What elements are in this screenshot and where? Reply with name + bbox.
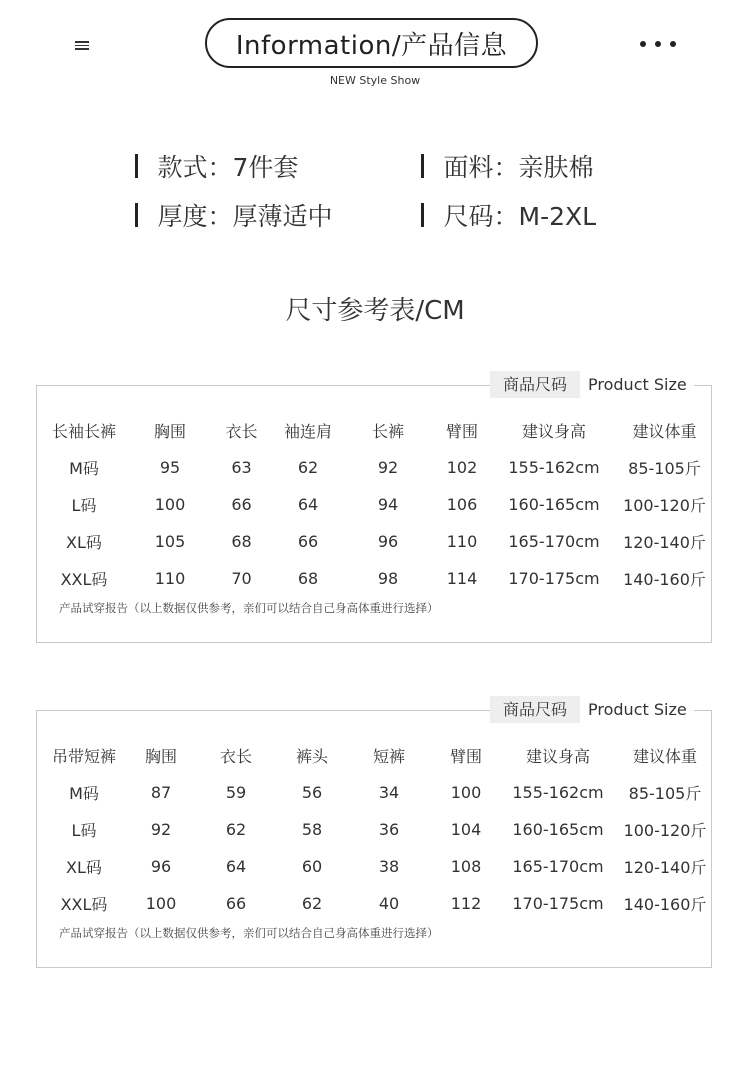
table-cell: 92 bbox=[377, 458, 399, 477]
table-cell: 120-140斤 bbox=[623, 858, 707, 877]
table-cell: 160-165cm bbox=[512, 820, 604, 839]
table-cell: 40 bbox=[378, 894, 400, 913]
spec-fabric bbox=[421, 148, 594, 184]
table-cell: 102 bbox=[446, 458, 478, 477]
table-cell: 104 bbox=[450, 820, 482, 839]
divider-bar bbox=[135, 203, 138, 227]
table-cell: 108 bbox=[450, 857, 482, 876]
section-title: 尺寸参考表/CM bbox=[285, 296, 465, 326]
table-cell: 58 bbox=[301, 820, 323, 839]
table-cell: 36 bbox=[378, 820, 400, 839]
table-cell: 140-160斤 bbox=[623, 895, 707, 914]
table-cell: 38 bbox=[378, 857, 400, 876]
size-table-long bbox=[36, 375, 712, 643]
table-cell: 155-162cm bbox=[508, 458, 600, 477]
more-icon[interactable] bbox=[640, 41, 676, 49]
divider-bar bbox=[135, 154, 138, 178]
spec-style bbox=[135, 148, 298, 184]
table-header-row bbox=[37, 412, 711, 449]
table-cell: 100 bbox=[450, 783, 482, 802]
table-cell: 92 bbox=[150, 820, 172, 839]
table-cell: 60 bbox=[301, 857, 323, 876]
table-cell: 95 bbox=[159, 458, 181, 477]
table-cell: L码 bbox=[71, 821, 97, 840]
table-row bbox=[37, 486, 711, 523]
spec-fabric-label: 面料：亲肤棉 bbox=[443, 153, 594, 182]
table-cell: 100 bbox=[154, 495, 186, 514]
table-cell: 170-175cm bbox=[508, 569, 600, 588]
size-table-short bbox=[36, 700, 712, 968]
table-row bbox=[37, 523, 711, 560]
table-header-row bbox=[37, 737, 711, 774]
column-header: 臂围 bbox=[449, 747, 482, 766]
table-cell: 98 bbox=[377, 569, 399, 588]
table-cell: L码 bbox=[71, 496, 97, 515]
table-cell: 59 bbox=[225, 783, 247, 802]
table-cell: 110 bbox=[154, 569, 186, 588]
column-header: 袖连肩 bbox=[283, 422, 332, 441]
column-header: 建议身高 bbox=[521, 422, 586, 441]
table-cell: 120-140斤 bbox=[623, 533, 706, 552]
table-cell: XXL码 bbox=[60, 895, 108, 914]
tag-cn: 商品尺码 bbox=[490, 371, 580, 398]
table-cell: 165-170cm bbox=[512, 857, 604, 876]
title-pill bbox=[205, 18, 538, 68]
column-header: 衣长 bbox=[225, 422, 258, 441]
table-cell: 68 bbox=[231, 532, 252, 551]
spec-style-label: 款式：7件套 bbox=[157, 153, 299, 182]
column-header: 衣长 bbox=[219, 747, 252, 766]
fit-note: 产品试穿报告（以上数据仅供参考，亲们可以结合自己身高体重进行选择） bbox=[59, 926, 439, 940]
column-header: 建议体重 bbox=[632, 422, 697, 441]
table-cell: 94 bbox=[377, 495, 399, 514]
table-row bbox=[37, 848, 711, 885]
spec-thickness-label: 厚度：厚薄适中 bbox=[157, 202, 333, 231]
column-header: 臂围 bbox=[445, 422, 478, 441]
column-header: 建议身高 bbox=[525, 747, 590, 766]
table-cell: 155-162cm bbox=[512, 783, 604, 802]
tag-cn: 商品尺码 bbox=[490, 696, 580, 723]
table-cell: 110 bbox=[446, 532, 478, 551]
table-cell: M码 bbox=[69, 784, 99, 803]
page-title: Information/产品信息 bbox=[235, 30, 508, 61]
table-cell: 165-170cm bbox=[508, 532, 600, 551]
column-header: 长袖长裤 bbox=[51, 422, 116, 441]
column-header: 胸围 bbox=[153, 422, 186, 441]
table-cell: XL码 bbox=[66, 858, 102, 877]
size-table bbox=[37, 412, 711, 597]
table-cell: 100-120斤 bbox=[623, 496, 706, 515]
table-row bbox=[37, 449, 711, 486]
table-cell: 87 bbox=[150, 783, 172, 802]
table-row bbox=[37, 560, 711, 597]
table-cell: 62 bbox=[297, 458, 319, 477]
column-header: 胸围 bbox=[144, 747, 177, 766]
tag-en: Product Size bbox=[588, 375, 687, 394]
fit-note: 产品试穿报告（以上数据仅供参考，亲们可以结合自己身高体重进行选择） bbox=[59, 601, 439, 615]
spec-size bbox=[421, 197, 596, 233]
table-cell: 85-105斤 bbox=[628, 459, 701, 478]
table-row bbox=[37, 811, 711, 848]
table-cell: 66 bbox=[297, 532, 319, 551]
table-cell: 140-160斤 bbox=[623, 570, 706, 589]
table-cell: 62 bbox=[301, 894, 323, 913]
table-cell: 63 bbox=[231, 458, 252, 477]
divider-bar bbox=[421, 154, 424, 178]
table-cell: 64 bbox=[297, 495, 319, 514]
table-cell: 105 bbox=[154, 532, 186, 551]
table-cell: 34 bbox=[378, 783, 400, 802]
table-cell: 100-120斤 bbox=[623, 821, 707, 840]
table-cell: 96 bbox=[377, 532, 399, 551]
tag-en: Product Size bbox=[588, 700, 687, 719]
menu-icon[interactable] bbox=[75, 41, 89, 50]
spec-thickness bbox=[135, 197, 333, 233]
table-cell: 70 bbox=[231, 569, 252, 588]
page-subtitle: NEW Style Show bbox=[329, 74, 421, 87]
table-cell: 100 bbox=[145, 894, 177, 913]
product-size-tag bbox=[490, 696, 694, 723]
table-cell: XXL码 bbox=[60, 570, 108, 589]
table-cell: M码 bbox=[69, 459, 99, 478]
table-cell: 170-175cm bbox=[512, 894, 604, 913]
table-cell: 85-105斤 bbox=[628, 784, 702, 803]
column-header: 吊带短裤 bbox=[51, 747, 116, 766]
table-row bbox=[37, 885, 711, 922]
table-cell: 106 bbox=[446, 495, 478, 514]
table-cell: 68 bbox=[297, 569, 319, 588]
divider-bar bbox=[421, 203, 424, 227]
table-cell: 66 bbox=[231, 495, 252, 514]
table-cell: 56 bbox=[301, 783, 323, 802]
table-row bbox=[37, 774, 711, 811]
size-table bbox=[37, 737, 711, 922]
table-cell: 64 bbox=[225, 857, 247, 876]
table-cell: 62 bbox=[225, 820, 247, 839]
column-header: 建议体重 bbox=[632, 747, 697, 766]
table-cell: 112 bbox=[450, 894, 482, 913]
spec-size-label: 尺码：M-2XL bbox=[443, 202, 597, 231]
table-cell: 96 bbox=[150, 857, 172, 876]
table-cell: 114 bbox=[446, 569, 478, 588]
column-header: 短裤 bbox=[372, 747, 405, 766]
column-header: 裤头 bbox=[295, 747, 328, 766]
table-cell: 160-165cm bbox=[508, 495, 600, 514]
column-header: 长裤 bbox=[371, 422, 404, 441]
table-cell: XL码 bbox=[66, 533, 102, 552]
product-size-tag bbox=[490, 371, 694, 398]
table-cell: 66 bbox=[225, 894, 247, 913]
